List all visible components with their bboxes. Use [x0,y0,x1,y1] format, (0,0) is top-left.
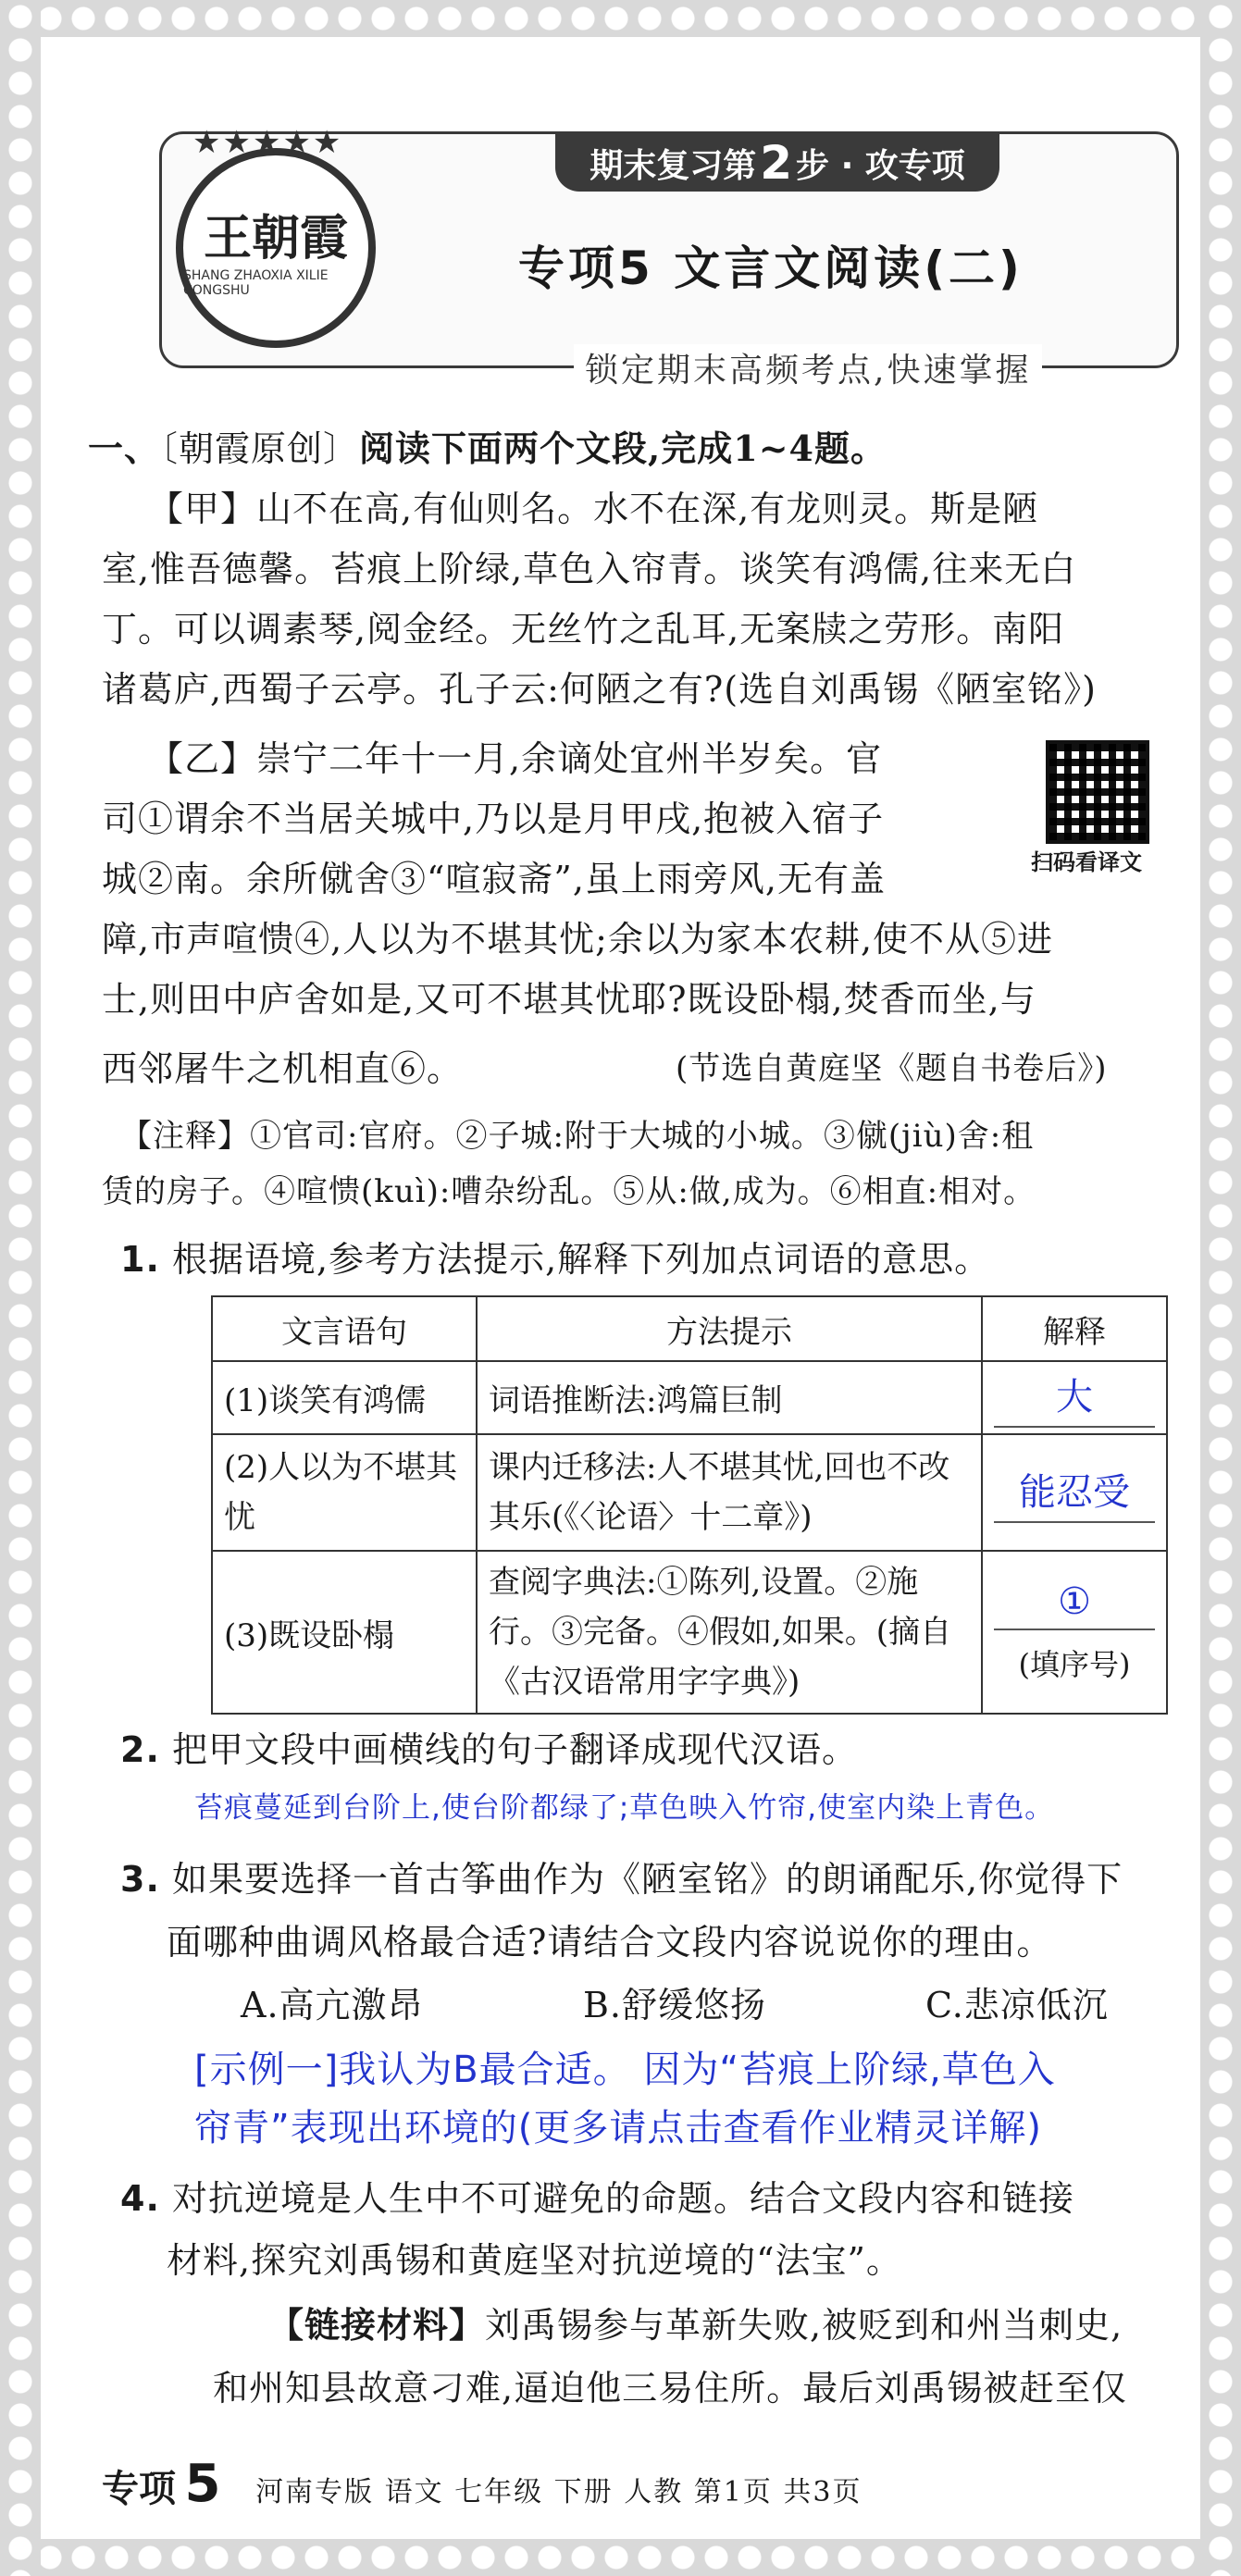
question-2 [120,1721,858,1772]
link-label: 【链接材料】 [268,2304,486,2346]
answer-3-line2[interactable]: 帘青”表现出环境的(更多请点击查看作业精灵详解) [194,2107,1042,2149]
table-cell-sentence: (1)谈笑有鸿儒 [212,1361,477,1434]
tab-number: 2 [760,136,793,190]
answer-text: ① [994,1580,1155,1630]
qr-code-icon[interactable] [1046,740,1149,844]
passage-yi-line: 西邻屠牛之机相直⑥。 [102,1048,464,1089]
question-number: 4. [120,2178,160,2219]
qr-label: 扫码看译文 [1031,849,1142,875]
notes-line: 赁的房子。④喧愦(kuì):嘈杂纷乱。⑤从:做,成为。⑥相直:相对。 [102,1173,1036,1210]
footer-meta: 河南专版 语文 七年级 下册 人教 第1页 共3页 [255,2476,862,2508]
question-number: 1. [120,1239,160,1280]
table-cell-answer[interactable] [982,1434,1167,1551]
logo-subtext: SHANG ZHAOXIA XILIE CONGSHU [183,267,329,298]
tab-suffix: 步 · 攻专项 [796,146,965,185]
question-number: 3. [120,1859,160,1900]
passage-yi-line: 士,则田中庐舍如是,又可不堪其忧耶?既设卧榻,焚香而坐,与 [102,979,1036,1020]
passage-yi-source: (节选自黄庭坚《题自书卷后》) [676,1050,1108,1087]
question-text: 对抗逆境是人生中不可避免的命题。结合文段内容和链接 [171,2178,1074,2219]
passage-jia-line: 【甲】山不在高,有仙则名。水不在深,有龙则灵。斯是陋 [148,489,1039,529]
notes-line: 【注释】①官司:官府。②子城:附于大城的小城。③僦(jiù)舍:租 [120,1118,1035,1155]
left-border [0,0,41,2576]
answer-3: [示例一]我认为B最合适。 因为“苔痕上阶绿,草色入 [194,2049,1056,2091]
footer [102,2454,862,2514]
answer-hint: (填序号) [1018,1647,1131,1682]
question-text: 如果要选择一首古筝曲作为《陋室铭》的朗诵配乐,你觉得下 [171,1859,1123,1900]
table-row [212,1361,1167,1434]
passage-yi-line: 【乙】崇宁二年十一月,余谪处宜州半岁矣。官 [148,738,883,779]
stars-icon: ★★★★★ [192,124,343,161]
passage-jia-line: 室,惟吾德馨。苔痕上阶绿,草色入帘青。谈笑有鸿儒,往来无白 [102,549,1077,589]
table-header: 方法提示 [477,1296,982,1361]
question-3 [120,1851,1123,1901]
question-number: 2. [120,1729,160,1770]
answer-text: 能忍受 [994,1463,1155,1523]
question-4 [120,2170,1074,2221]
question-4-line2: 材料,探究刘禹锡和黄庭坚对抗逆境的“法宝”。 [167,2240,902,2281]
table-cell-sentence: (3)既设卧榻 [212,1551,477,1714]
passage-jia-line: 诸葛庐,西蜀子云亭。孔子云:何陋之有?(选自刘禹锡《陋室铭》) [102,669,1097,710]
page-subtitle: 锁定期末高频考点,快速掌握 [574,344,1042,391]
footer-number: 5 [184,2454,221,2514]
question-1 [120,1231,990,1282]
table-header: 解释 [982,1296,1167,1361]
option-c: C.悲凉低沉 [925,1985,1109,2025]
table-header: 文言语句 [212,1296,477,1361]
question-text: 根据语境,参考方法提示,解释下列加点词语的意思。 [171,1239,991,1280]
table-row [212,1434,1167,1551]
footer-label: 专项 [102,2468,176,2510]
tab-prefix: 期末复习第 [589,146,757,185]
table-cell-hint: 查阅字典法:①陈列,设置。②施行。③完备。④假如,如果。(摘自《古汉语常用字字典》) [477,1551,982,1714]
passage-yi-line: 障,市声喧愦④,人以为不堪其忧;余以为家本农耕,使不从⑤进 [102,919,1054,960]
question-text: 把甲文段中画横线的句子翻译成现代汉语。 [171,1729,858,1770]
heading-tag: 〔朝霞原创〕 [160,428,360,469]
option-b: B.舒缓悠扬 [583,1985,767,2025]
link-material [268,2297,1123,2347]
link-material-line2: 和州知县故意刁难,逼迫他三易住所。最后刘禹锡被赶至仅 [213,2368,1128,2409]
answer-2: 苔痕蔓延到台阶上,使台阶都绿了;草色映入竹帘,使室内染上青色。 [194,1791,1055,1825]
page-title: 专项5 文言文阅读(二) [518,242,1024,295]
logo-text: 王朝霞 [203,209,348,266]
right-border [1200,0,1241,2576]
table-cell-hint: 词语推断法:鸿篇巨制 [477,1361,982,1434]
table-header-row [212,1296,1167,1361]
table-row [212,1551,1167,1714]
table-cell-answer[interactable] [982,1361,1167,1434]
section-heading [88,421,887,477]
top-border [0,0,1241,37]
option-a: A.高亢激昂 [241,1985,424,2025]
answer-text: 大 [994,1368,1155,1428]
question-3-line2: 面哪种曲调风格最合适?请结合文段内容说说你的理由。 [167,1922,1053,1963]
table-cell-sentence: (2)人以为不堪其忧 [212,1434,477,1551]
method-table [211,1295,1168,1715]
brand-logo [176,124,376,348]
passage-jia-line: 丁。可以调素琴,阅金经。无丝竹之乱耳,无案牍之劳形。南阳 [102,609,1065,650]
heading-prefix: 一、 [88,427,161,469]
table-cell-hint: 课内迁移法:人不堪其忧,回也不改其乐(《〈论语〉十二章》) [477,1434,982,1551]
header-tab [555,134,999,192]
bottom-border [0,2539,1241,2576]
link-text: 刘禹锡参与革新失败,被贬到和州当刺史, [485,2305,1123,2346]
passage-yi-line: 司①谓余不当居关城中,乃以是月甲戌,抱被入宿子 [102,799,885,839]
passage-yi-line: 城②南。余所僦舍③“喧寂斋”,虽上雨旁风,无有盖 [102,859,887,899]
heading-text: 阅读下面两个文段,完成1~4题。 [359,427,887,469]
table-cell-answer[interactable] [982,1551,1167,1714]
